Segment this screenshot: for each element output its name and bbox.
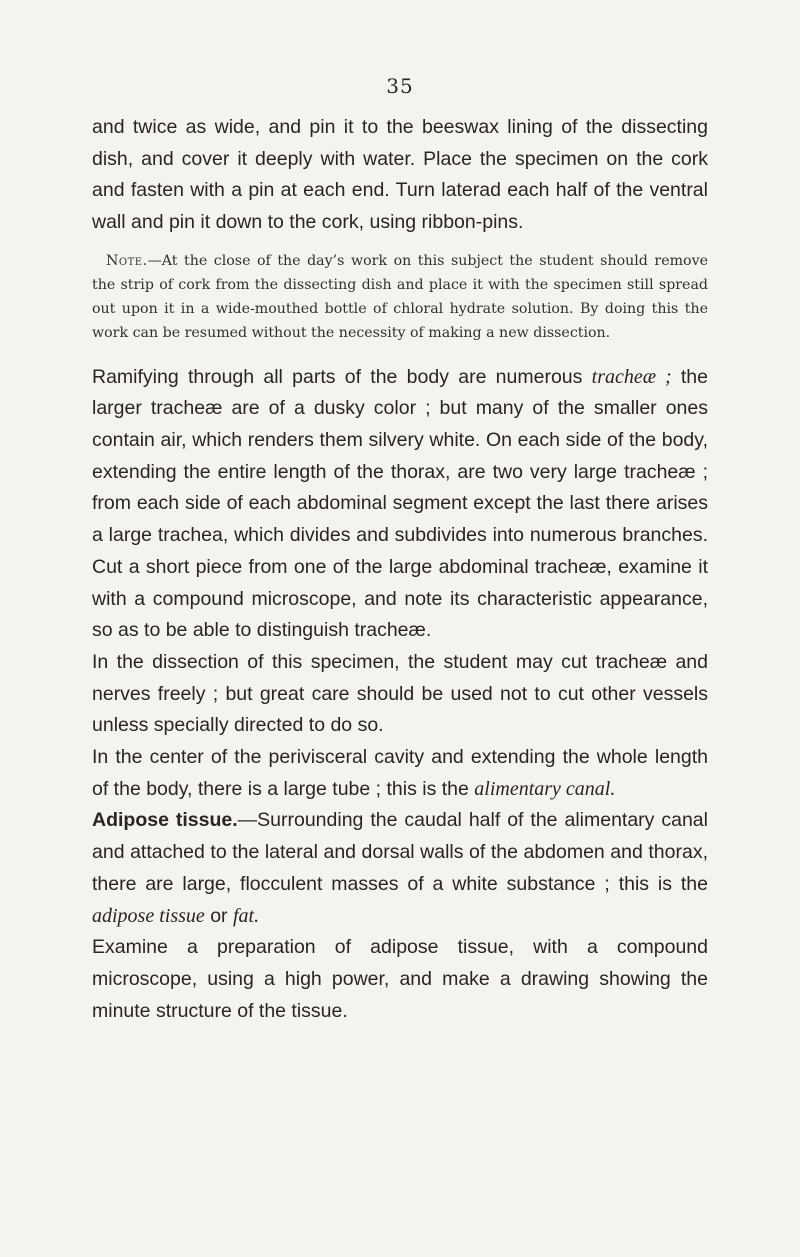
alimentary-paragraph	[92, 742, 708, 805]
dissection-paragraph: In the dissection of this specimen, the student may cut tracheæ and nerves freely ; but great care should be used not to cut other vessels unless specially directed to do so.	[92, 650, 708, 737]
note-label: Note.	[106, 252, 148, 269]
adipose-paragraph	[92, 805, 708, 932]
alimentary-term: alimentary canal.	[474, 777, 616, 800]
alimentary-lead: In the center of the perivisceral cavity and extending the whole length of the body, there is a large tube ; this is the	[92, 746, 708, 800]
note-paragraph	[92, 249, 708, 346]
adipose-lead: —Surrounding the caudal half of the alimentary canal and attached to the lateral and dorsal walls of the abdomen and thorax, there are large, flocculent masses of a white substance ; this is the	[92, 809, 708, 895]
examine-paragraph: Examine a preparation of adipose tissue, with a compound microscope, using a high power, and make a drawing showing the minute structure of the tissue.	[92, 936, 708, 1022]
tracheae-term: tracheæ ;	[591, 365, 672, 388]
adipose-mid: or	[204, 904, 233, 927]
adipose-term: adipose tissue	[92, 904, 205, 927]
fat-term: fat.	[232, 904, 260, 927]
tracheae-rest: the larger tracheæ are of a dusky color ; but many of the smaller ones contain air, which renders them silvery white. On each side of the body, extending the entire length of the thorax, are two very large tracheæ ; from each side of each abdominal segment except the last there arises a large trachea, which divides and subdivides into numerous branches. Cut a short piece from one of the large abdominal tracheæ, examine it with a compound microscope, and note its characteristic appearance, so as to be able to distinguish tracheæ.	[92, 365, 709, 642]
note-text: —At the close of the day’s work on this subject the student should remove the strip of cork from the dissecting dish and place it with the specimen still spread out upon it in a wide-mouthed bottle of chloral hydrate solution. By doing this the work can be resumed without the necessity of making a new dissection.	[92, 252, 708, 342]
adipose-heading: Adipose tissue.	[92, 809, 238, 832]
opening-paragraph: and twice as wide, and pin it to the beeswax lining of the dissecting dish, and cover it deeply with water. Place the specimen on the cork and fasten with a pin at each end. Turn laterad each half of the ventral wall and pin it down to the cork, using ribbon-pins.	[92, 116, 708, 234]
tracheae-paragraph	[92, 362, 708, 647]
page-body	[92, 112, 708, 1027]
page-number: 35	[386, 74, 414, 98]
tracheae-lead: Ramifying through all parts of the body are numerous	[92, 365, 592, 388]
